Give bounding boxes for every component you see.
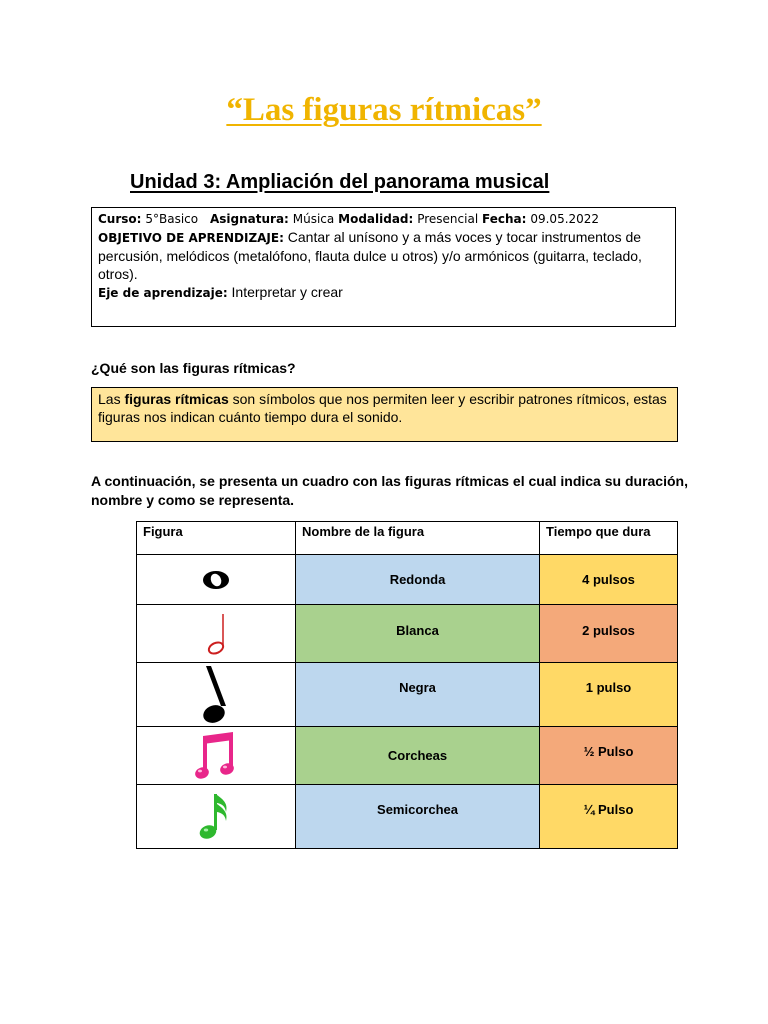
figure-name: Semicorchea bbox=[296, 785, 540, 849]
table-row bbox=[137, 785, 678, 849]
fecha-label: Fecha: bbox=[482, 212, 527, 226]
asignatura-label: Asignatura: bbox=[209, 212, 289, 226]
curso-label: Curso: bbox=[98, 212, 142, 226]
definition-box bbox=[91, 387, 678, 442]
figure-name: Redonda bbox=[296, 555, 540, 605]
modalidad-value: Presencial bbox=[417, 212, 479, 226]
eje-line bbox=[98, 283, 669, 302]
table-intro: A continuación, se presenta un cuadro con las figuras rítmicas el cual indica su duración, nombre y como se representa. bbox=[91, 473, 688, 508]
figure-cell bbox=[137, 555, 296, 605]
course-info-box bbox=[91, 207, 676, 327]
figure-duration: ½ Pulso bbox=[540, 727, 678, 785]
figure-duration: ¼ Pulso bbox=[540, 785, 678, 849]
figure-name: Negra bbox=[296, 663, 540, 727]
table-row bbox=[137, 727, 678, 785]
definition-after: son símbolos que nos permiten leer y escribir patrones rítmicos, estas figuras nos indican cuánto tiempo dura el sonido. bbox=[98, 391, 667, 425]
figure-cell bbox=[137, 663, 296, 727]
half-note-icon bbox=[204, 612, 228, 656]
curso-value: 5°Basico bbox=[145, 212, 199, 226]
figure-name: Blanca bbox=[296, 605, 540, 663]
objetivo-value: Cantar al unísono y a más voces y tocar instrumentos de percusión, melódicos (metalófono, flauta dulce u otros) y/o armónicos (guitarra, teclado, otros). bbox=[98, 229, 642, 282]
table-row bbox=[137, 555, 678, 605]
figure-name: Corcheas bbox=[296, 727, 540, 785]
figure-duration: 2 pulsos bbox=[540, 605, 678, 663]
fecha-value: 09.05.2022 bbox=[530, 212, 600, 226]
eje-label: Eje de aprendizaje: bbox=[98, 286, 228, 300]
course-meta-line bbox=[98, 209, 669, 228]
table-row bbox=[137, 605, 678, 663]
rhythm-figures-table bbox=[136, 521, 678, 849]
table-row bbox=[137, 663, 678, 727]
page-title: “Las figuras rítmicas” bbox=[226, 92, 542, 128]
table-header-row bbox=[137, 522, 678, 555]
quarter-note-icon bbox=[200, 664, 232, 726]
objetivo-label: OBJETIVO DE APRENDIZAJE: bbox=[98, 231, 284, 245]
sixteenth-note-icon bbox=[198, 792, 234, 842]
eje-value: Interpretar y crear bbox=[231, 284, 343, 300]
section-question: ¿Qué son las figuras rítmicas? bbox=[91, 360, 296, 376]
asignatura-value: Música bbox=[292, 212, 335, 226]
figure-duration: 1 pulso bbox=[540, 663, 678, 727]
figure-duration: 4 pulsos bbox=[540, 555, 678, 605]
whole-note-icon bbox=[201, 568, 231, 592]
modalidad-label: Modalidad: bbox=[338, 212, 414, 226]
definition-before: Las bbox=[98, 391, 125, 407]
header-figura: Figura bbox=[137, 522, 296, 555]
header-tiempo: Tiempo que dura bbox=[540, 522, 678, 555]
unit-heading: Unidad 3: Ampliación del panorama musical bbox=[130, 171, 550, 193]
figure-cell bbox=[137, 727, 296, 785]
header-nombre: Nombre de la figura bbox=[296, 522, 540, 555]
figure-cell bbox=[137, 605, 296, 663]
objetivo-line bbox=[98, 228, 669, 283]
figure-cell bbox=[137, 785, 296, 849]
beamed-eighth-notes-icon bbox=[195, 730, 237, 782]
definition-bold: figuras rítmicas bbox=[124, 391, 229, 407]
